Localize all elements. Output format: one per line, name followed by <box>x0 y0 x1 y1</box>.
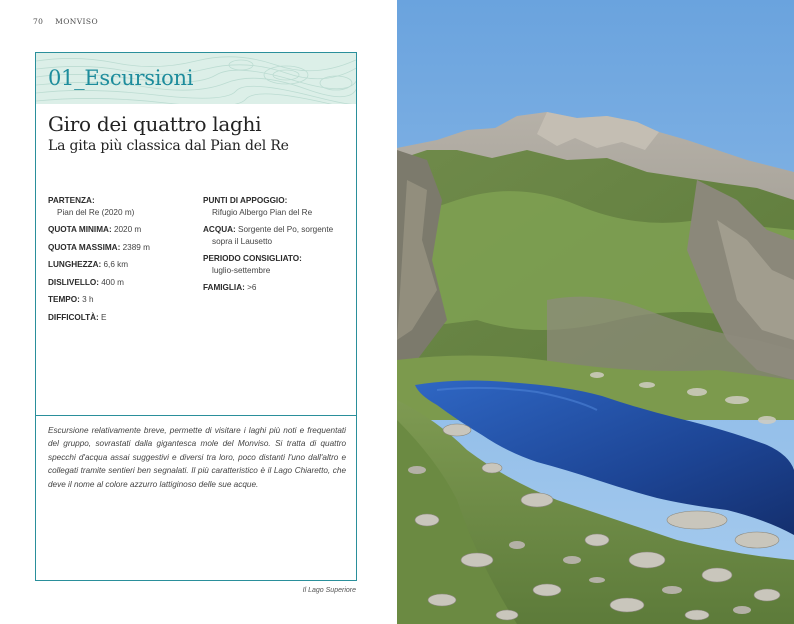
lake-mountain-photo <box>397 0 794 624</box>
fact-lunghezza <box>48 259 198 271</box>
fact-periodo-consigliato <box>203 253 353 276</box>
fact-label: DISLIVELLO: <box>48 277 99 287</box>
box-divider <box>36 415 356 416</box>
page-number: 70 <box>33 17 44 26</box>
photo-caption: Il Lago Superiore <box>302 587 356 594</box>
section-header <box>36 53 356 104</box>
fact-tempo <box>48 294 198 306</box>
fact-label: QUOTA MASSIMA: <box>48 242 121 252</box>
fact-label: PARTENZA: <box>48 196 95 205</box>
section-title: 01_Escursioni <box>48 66 194 90</box>
fact-value: 400 m <box>98 277 124 287</box>
fact-label: PERIODO CONSIGLIATO: <box>203 254 302 263</box>
running-head <box>33 17 98 26</box>
route-title: Giro dei quattro laghi <box>48 112 262 136</box>
route-info-box <box>35 52 357 581</box>
fact-partenza <box>48 195 198 218</box>
fact-value: Sorgente del Po, sorgente <box>235 225 334 234</box>
facts-right-column <box>203 195 353 300</box>
fact-label: LUNGHEZZA: <box>48 260 102 269</box>
facts-left-column <box>48 195 198 329</box>
fact-label: QUOTA MINIMA: <box>48 225 112 234</box>
route-subtitle: La gita più classica dal Pian del Re <box>48 138 289 154</box>
fact-acqua <box>203 224 353 247</box>
fact-label: FAMIGLIA: <box>203 283 245 292</box>
fact-difficolta <box>48 312 198 324</box>
fact-quota-massima <box>48 242 198 254</box>
fact-label: DIFFICOLTÀ: <box>48 312 99 322</box>
fact-famiglia <box>203 282 353 294</box>
fact-dislivello <box>48 277 198 289</box>
fact-value: Rifugio Albergo Pian del Re <box>212 207 313 217</box>
fact-value: 2389 m <box>120 242 150 252</box>
fact-value: luglio-settembre <box>212 265 271 275</box>
route-description: Escursione relativamente breve, permette di visitare i laghi più noti e frequentati del gruppo, sovrastati dalla gigantesca mole del Monviso. Si tratta di quattro specchi d'acqua assai suggestivi e diversi tra loro, poco distanti l'uno dall'altro e collegati tramite sentieri ben segnalati. Il più caratteristico è il Lago Chiaretto, che deve il nome al colore azzurro lattiginoso delle sue acque. <box>48 426 346 489</box>
fact-value: 3 h <box>79 295 94 304</box>
fact-value: >6 <box>244 283 257 292</box>
fact-value: 2020 m <box>111 225 142 234</box>
fact-punti-di-appoggio <box>203 195 353 218</box>
fact-value: E <box>98 312 107 322</box>
fact-label: TEMPO: <box>48 295 80 304</box>
fact-value: Pian del Re (2020 m) <box>57 207 135 217</box>
fact-quota-minima <box>48 224 198 236</box>
fact-value: 6,6 km <box>101 260 129 269</box>
right-page-photo <box>397 0 794 624</box>
running-head-section: MONVISO <box>55 17 98 26</box>
fact-label: ACQUA: <box>203 225 236 234</box>
fact-label: PUNTI DI APPOGGIO: <box>203 196 288 205</box>
fact-value-continued: sopra il Lausetto <box>212 236 273 246</box>
